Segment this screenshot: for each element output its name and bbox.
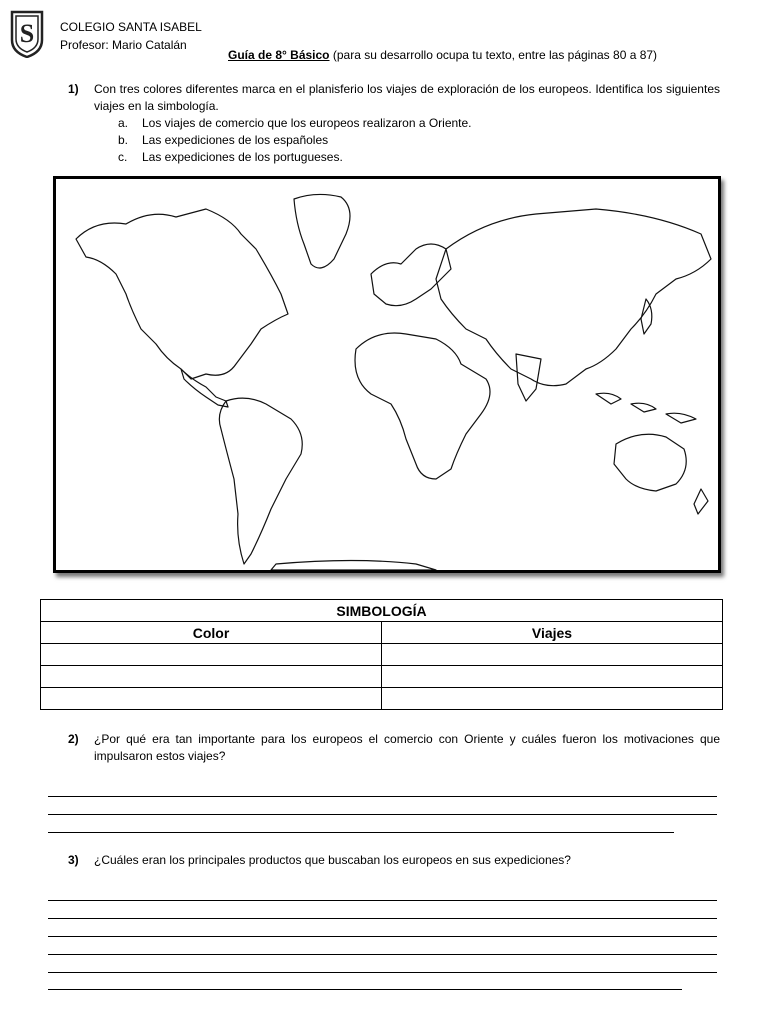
table-row [41, 644, 723, 666]
item-text: Las expediciones de los españoles [142, 133, 329, 147]
question-1-item-b [118, 132, 328, 149]
question-3 [68, 852, 571, 869]
answer-line[interactable] [48, 814, 717, 815]
item-letter: a. [118, 116, 129, 130]
australia-outline [614, 434, 686, 491]
legend-cell-trip[interactable] [382, 666, 723, 688]
islands-outline [596, 393, 696, 423]
africa-outline [355, 333, 490, 479]
south-america-outline [219, 398, 302, 564]
guide-title-note: (para su desarrollo ocupa tu texto, entre las páginas 80 a 87) [329, 48, 658, 62]
question-1-number: 1) [68, 82, 79, 96]
north-america-outline [76, 209, 288, 379]
legend-cell-color[interactable] [41, 666, 382, 688]
legend-cell-color[interactable] [41, 688, 382, 710]
teacher-name: Profesor: Mario Catalán [60, 38, 187, 52]
answer-line[interactable] [48, 796, 717, 797]
question-3-number: 3) [68, 853, 79, 867]
asia-outline [436, 209, 711, 386]
question-3-text: ¿Cuáles eran los principales productos que buscaban los europeos en sus expediciones? [94, 853, 571, 867]
question-1-item-c [118, 149, 343, 166]
world-map [53, 176, 721, 573]
legend-column-color: Color [41, 622, 382, 644]
item-text: Los viajes de comercio que los europeos realizaron a Oriente. [142, 116, 472, 130]
legend-cell-color[interactable] [41, 644, 382, 666]
logo-letter: S [19, 19, 35, 48]
guide-title-main: Guía de 8° Básico [228, 48, 330, 62]
item-letter: c. [118, 150, 128, 164]
legend-cell-trip[interactable] [382, 644, 723, 666]
table-row [41, 688, 723, 710]
new-zealand-outline [694, 489, 708, 514]
question-1-item-a [118, 115, 472, 132]
greenland-outline [294, 194, 350, 268]
legend-column-trips: Viajes [382, 622, 723, 644]
answer-line[interactable] [48, 954, 717, 955]
answer-line[interactable] [48, 989, 682, 990]
legend-table-title: SIMBOLOGÍA [41, 600, 723, 622]
item-letter: b. [118, 133, 129, 147]
europe-outline [371, 244, 451, 306]
question-2 [68, 731, 720, 765]
question-1-text: Con tres colores diferentes marca en el planisferio los viajes de exploración de los europeos. Identifica los siguientes viajes en la simbología. [94, 82, 720, 113]
antarctica-outline [271, 561, 436, 571]
legend-cell-trip[interactable] [382, 688, 723, 710]
question-2-text: ¿Por qué era tan importante para los europeos el comercio con Oriente y cuáles fueron los motivaciones que impulsaron estos viajes? [94, 732, 720, 763]
school-name: COLEGIO SANTA ISABEL [60, 20, 202, 34]
item-text: Las expediciones de los portugueses. [142, 150, 343, 164]
guide-title [228, 48, 657, 62]
answer-line[interactable] [48, 936, 717, 937]
school-header [60, 18, 202, 54]
question-1 [68, 81, 720, 115]
question-2-number: 2) [68, 732, 79, 746]
answer-line[interactable] [48, 918, 717, 919]
table-row [41, 666, 723, 688]
answer-line[interactable] [48, 900, 717, 901]
legend-table [40, 599, 723, 710]
answer-line[interactable] [48, 832, 674, 833]
answer-line[interactable] [48, 972, 717, 973]
school-logo [8, 10, 46, 58]
